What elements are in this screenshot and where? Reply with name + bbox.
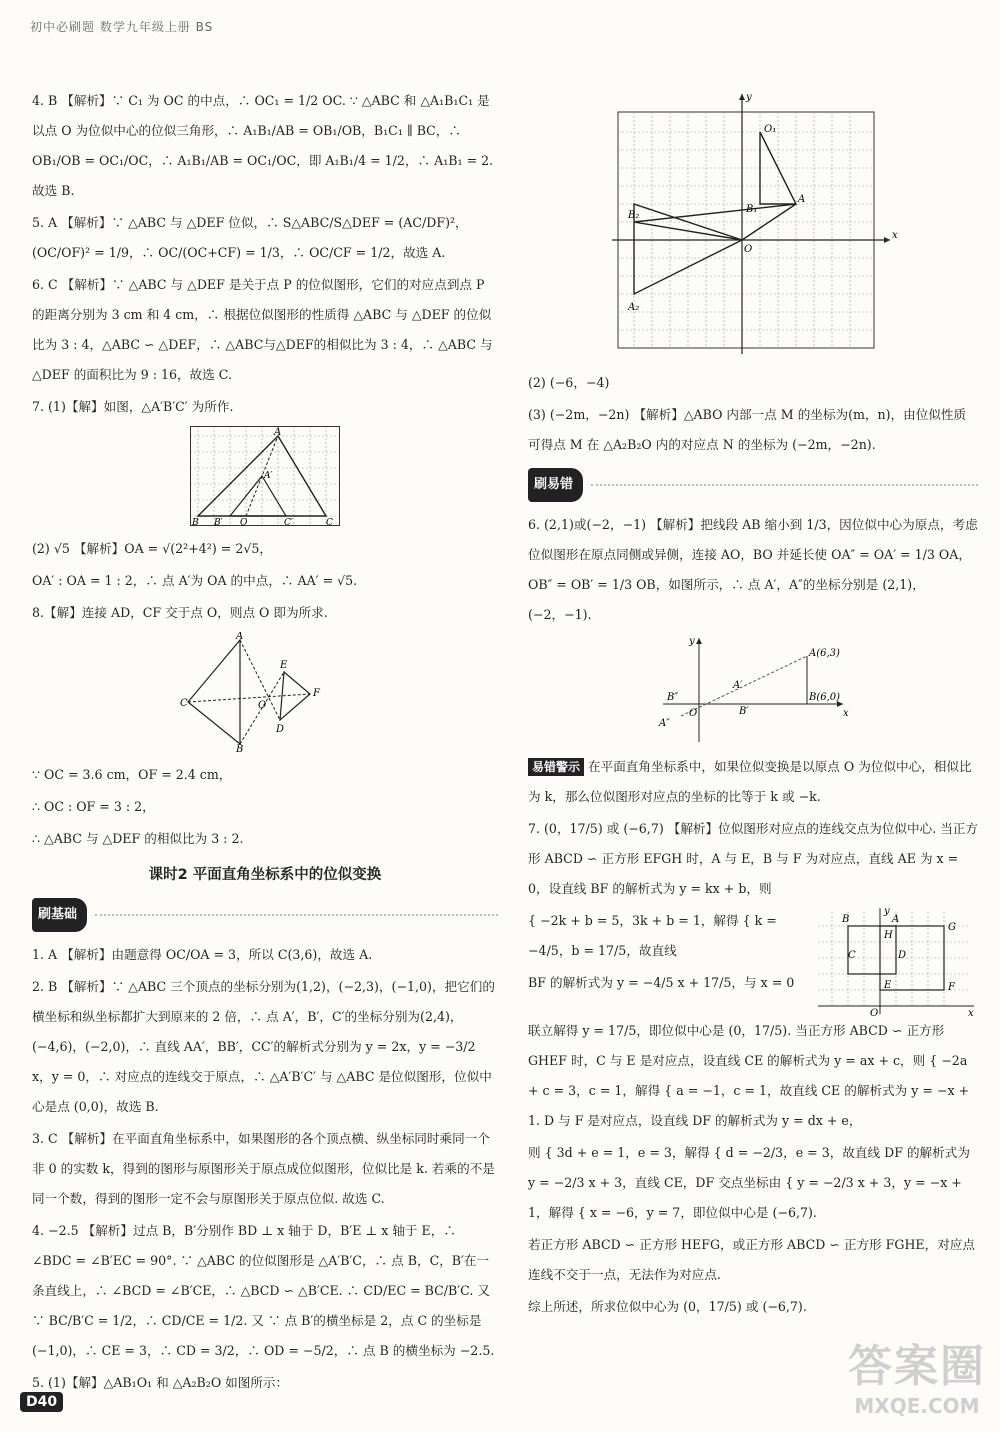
- basic-answer-5: 5. (1)【解】△AB₁O₁ 和 △A₂B₂O 如图所示：: [32, 1375, 289, 1390]
- left-column: [32, 86, 498, 1400]
- banner-error-prone: [528, 468, 978, 502]
- label-A: A: [236, 632, 244, 642]
- answer-7-2b: OA′ : OA = 1 : 2，∴ 点 A′为 OA 的中点，∴ AA′ = √5.: [32, 573, 358, 588]
- label-B: B: [842, 914, 850, 925]
- label-B-prime: B′: [214, 518, 223, 526]
- answer-7-1: 7. (1)【解】如图，△A′B′C′ 为所作.: [32, 399, 234, 414]
- banner-dots: [591, 484, 978, 486]
- label-A-prime: A′: [264, 471, 273, 481]
- basic-answer-4: 4. −2.5 【解析】过点 B，B′分别作 BD ⊥ x 轴于 D，B′E ⊥ x 轴于 E，∴ ∠BDC = ∠B′EC = 90°. ∵ △ABC 的位似图形是 △A′B′C，∴ 点 B，C，B′在一条直线上，∴ ∠BCD = ∠B′CE，∴ △BCD ∽ △B′CE. ∴ CD/EC = BC/B′C. 又 ∵ BC/B′C = 1/2，∴ CD/CE = 1/2. 又 ∵ 点 B′的横坐标是 2，点 C 的坐标是 (−1,0)，∴ CE = 3，∴ CD = 3/2，∴ OD = −5/2，∴ 点 B 的横坐标为 −2.5.: [32, 1223, 495, 1358]
- basic-answer-1: 1. A 【解析】由题意得 OC/OA = 3，所以 C(3,6)，故选 A.: [32, 947, 373, 962]
- label-O: O: [240, 518, 248, 526]
- origin-label: O: [870, 1008, 879, 1016]
- label-E: E: [884, 980, 892, 991]
- label-C: C: [326, 518, 333, 526]
- x-axis-label: x: [843, 708, 849, 719]
- answer-5: 5. A 【解析】∵ △ABC 与 △DEF 位似，∴ S△ABC/S△DEF = (AC/DF)²，(OC/OF)² = 1/9，∴ OC/(OC+CF) = 1/3，∴ OC/CF = 1/2，故选 A.: [32, 215, 468, 260]
- error-answer-7g: 综上所述，所求位似中心为 (0，17/5) 或 (−6,7).: [528, 1299, 807, 1314]
- error-answer-7e: 则 { 3d + e = 1，e = 3，解得 { d = −2/3，e = 3，故直线 DF 的解析式为 y = −2/3 x + 3，直线 CE，DF 交点坐标由 { y = −2/3 x + 3，y = −x + 1，解得 { x = −6，y = 7，即位似中心是 (−6,7).: [528, 1145, 970, 1220]
- label-B-prime: B′: [739, 706, 749, 717]
- watermark-line2: MXQE.COM: [854, 1394, 980, 1418]
- label-B: B(6,0): [809, 692, 841, 703]
- label-C: C: [180, 698, 188, 709]
- answer-5-3: (3) (−2m，−2n) 【解析】△ABO 内部一点 M 的坐标为(m，n)，由位似性质可得点 M 在 △A₂B₂O 内的对应点 N 的坐标为 (−2m，−2n).: [528, 407, 967, 452]
- answer-8-calc-3: ∴ △ABC 与 △DEF 的相似比为 3 : 2.: [32, 831, 244, 846]
- label-H: H: [884, 930, 893, 941]
- label-A-double-prime: A″: [659, 718, 670, 729]
- label-C-prime: C′: [284, 518, 293, 526]
- error-answer-7d: 联立解得 y = 17/5，即位似中心是 (0，17/5). 当正方形 ABCD ∽ 正方形 GHEF 时，C 与 E 是对应点，设直线 CE 的解析式为 y = ax + c，则 { −2a + c = 3，c = 1，解得 { a = −1，c = 1，故直线 CE 的解析式为 y = −x + 1. D 与 F 是对应点，设直线 DF 的解析式为 y = dx + e，: [528, 1023, 970, 1128]
- answer-8-calc-1: ∵ OC = 3.6 cm，OF = 2.4 cm，: [32, 767, 232, 782]
- right-column: [528, 86, 978, 1324]
- x-axis-label: x: [892, 230, 898, 241]
- label-A-prime: A′: [733, 680, 743, 691]
- origin-label: O: [744, 244, 753, 255]
- answer-7-2a: (2) √5 【解析】OA = √(2²+4²) = 2√5，: [32, 541, 272, 556]
- page-header: 初中必刷题 数学九年级上册 BS: [30, 20, 214, 34]
- basic-answer-2: 2. B 【解析】∵ △ABC 三个顶点的坐标分别为(1,2)，(−2,3)，(−1,0)，把它们的横坐标和纵坐标都扩大到原来的 2 倍，∴ 点 A′，B′，C′的坐标分别为(2,4)，(−4,6)，(−2,0)，∴ 直线 AA′，BB′，CC′的解析式分别为 y = 2x，y = −3/2 x，y = 0，∴ 对应点的连线交于原点，∴ △A′B′C′ 与 △ABC 是位似图形，位似中心是点 (0,0)，故选 B.: [32, 979, 495, 1114]
- label-B: B: [236, 744, 244, 752]
- page-number: D40: [20, 1392, 63, 1412]
- label-O: O: [258, 700, 267, 711]
- watermark-line1: 答案圈: [848, 1341, 986, 1392]
- label-C: C: [848, 950, 856, 961]
- section-title: 课时2 平面直角坐标系中的位似变换: [148, 867, 382, 883]
- answer-6: 6. C 【解析】∵ △ABC 与 △DEF 是关于点 P 的位似图形，它们的对应点到点 P 的距离分别为 3 cm 和 4 cm，∴ 根据位似图形的性质得 △ABC 与 △DEF 的位似比为 3 : 4，△ABC ∽ △DEF，∴ △ABC与△DEF的相似比为 3 : 4，∴ △ABC 与 △DEF 的面积比为 9 : 16，故选 C.: [32, 277, 493, 382]
- error-answer-7c: BF 的解析式为 y = −4/5 x + 17/5，与 x = 0: [528, 975, 795, 990]
- warning-note: [528, 752, 978, 812]
- label-G: G: [948, 922, 956, 933]
- banner-dots: [95, 914, 498, 916]
- label-A: A: [798, 194, 806, 205]
- answer-8-calc-2: ∴ OC : OF = 3 : 2，: [32, 799, 155, 814]
- warning-text: 在平面直角坐标系中，如果位似变换是以原点 O 为位似中心，相似比为 k，那么位似图形对应点的坐标的比等于 k 或 −k.: [528, 759, 972, 804]
- y-axis-label: y: [746, 92, 752, 103]
- banner-basic: [32, 898, 498, 932]
- origin-label: O: [689, 708, 698, 719]
- basic-answer-3: 3. C 【解析】在平面直角坐标系中，如果图形的各个顶点横、纵坐标同时乘同一个非 0 的实数 k，得到的图形与原图形关于原点成位似图形，位似比是 k. 若乘的不是同一个数，得到的图形一定不会与原图形关于原点位似. 故选 C.: [32, 1131, 495, 1206]
- label-F: F: [948, 982, 955, 993]
- error-answer-7b: { −2k + b = 5，3k + b = 1，解得 { k = −4/5，b = 17/5，故直线: [528, 913, 777, 958]
- label-B2: B₂: [628, 210, 640, 221]
- label-A2: A₂: [628, 302, 640, 313]
- label-D: D: [276, 724, 285, 735]
- label-F: F: [313, 688, 320, 699]
- y-axis-label: y: [884, 906, 890, 917]
- label-A: A: [892, 914, 900, 925]
- x-axis-label: x: [968, 1008, 974, 1016]
- label-A: A: [274, 427, 282, 438]
- label-D: D: [898, 950, 907, 961]
- label-B: B: [192, 518, 199, 526]
- figure-8: [180, 632, 350, 752]
- figure-5-coordinate-grid: [608, 90, 898, 360]
- label-E: E: [280, 660, 288, 671]
- label-B1: B₁: [746, 204, 758, 215]
- banner-basic-label: 刷基础: [32, 898, 87, 932]
- y-axis-label: y: [689, 636, 695, 647]
- warning-tag: 易错警示: [528, 758, 584, 776]
- label-O1: O₁: [764, 124, 777, 135]
- watermark: [848, 1330, 986, 1418]
- answer-8: 8.【解】连接 AD，CF 交于点 O，则点 O 即为所求.: [32, 605, 328, 620]
- label-A: A(6,3): [809, 648, 840, 659]
- answer-5-2: (2) (−6，−4): [528, 375, 610, 390]
- figure-7-squares: [818, 906, 978, 1016]
- banner-error-label: 刷易错: [528, 468, 583, 502]
- figure-7-grid: [190, 426, 340, 526]
- answer-4: 4. B 【解析】∵ C₁ 为 OC 的中点，∴ OC₁ = 1/2 OC. ∵ △ABC 和 △A₁B₁C₁ 是以点 O 为位似中心的位似三角形，∴ A₁B₁/AB = OB₁/OB，B₁C₁ ∥ BC，∴ OB₁/OB = OC₁/OC，∴ A₁B₁/AB = OC₁/OC，即 A₁B₁/4 = 1/2，∴ A₁B₁ = 2. 故选 B.: [32, 93, 494, 198]
- error-answer-7a: 7. (0，17/5) 或 (−6,7) 【解析】位似图形对应点的连线交点为位似中心. 当正方形 ABCD ∽ 正方形 EFGH 时，A 与 E，B 与 F 为对应点，直线 AE 为 x = 0，设直线 BF 的解析式为 y = kx + b，则: [528, 821, 978, 896]
- label-B-double-prime: B″: [667, 692, 679, 703]
- error-answer-7f: 若正方形 ABCD ∽ 正方形 HEFG，或正方形 ABCD ∽ 正方形 FGHE，对应点连线不交于一点，无法作为对应点.: [528, 1237, 975, 1282]
- figure-6-coordinate: [653, 634, 853, 744]
- error-answer-6: 6. (2,1)或(−2，−1) 【解析】把线段 AB 缩小到 1/3，因位似中心为原点，考虑位似图形在原点同侧或异侧，连接 AO，BO 并延长使 OA″ = OA′ = 1/3 OA，OB″ = OB′ = 1/3 OB，如图所示，∴ 点 A′，A″的坐标分别是 (2,1)，(−2，−1).: [528, 517, 978, 622]
